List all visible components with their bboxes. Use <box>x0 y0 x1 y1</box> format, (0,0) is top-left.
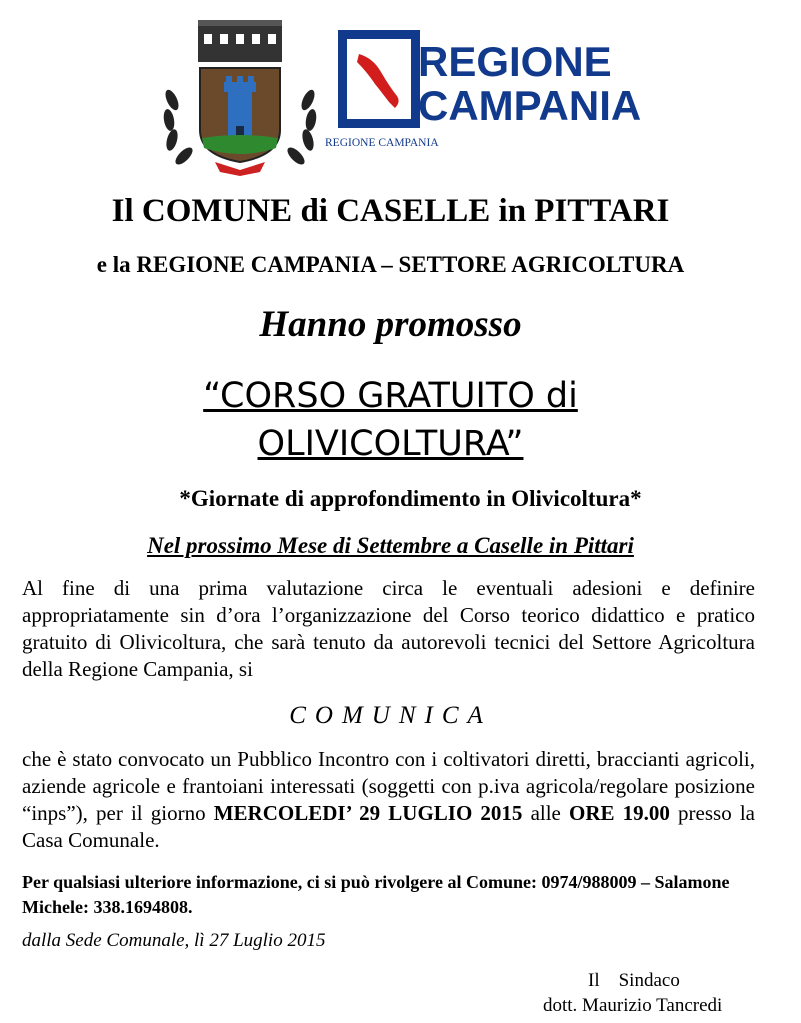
regione-campania-logo <box>323 28 642 158</box>
course-title <box>0 372 781 468</box>
regione-logo-line2: CAMPANIA <box>418 82 642 129</box>
comunica-heading: COMUNICA <box>289 702 492 729</box>
intro-paragraph: Al fine di una prima valutazione circa le eventuali adesioni e definire appropriatamente sin d’ora l’organizzazione del Corso teorico didattico e pratico gratuito di Olivicoltura, che sarà tenuto da autorevoli tecnici del Settore Agricoltura della Regione Campania, si <box>22 576 755 681</box>
town-crest-icon <box>160 20 320 175</box>
regione-logo-line1: REGIONE <box>418 38 612 85</box>
course-title-line1: “CORSO GRATUITO di <box>203 376 578 416</box>
meeting-text-start: che è stato convocato un Pubblico Incontro con i coltivatori diretti, braccianti agricoli, aziende agricole e frantoiani interessati (soggetti con p.iva agricola/regolare posizione “inps”), per il giorno <box>22 747 755 825</box>
promo-heading: Hanno promosso <box>259 304 522 345</box>
contact-info: Per qualsiasi ulteriore informazione, ci si può rivolgere al Comune: 0974/988009 – Salamone Michele: 338.1694808. <box>22 872 730 917</box>
course-when: Nel prossimo Mese di Settembre a Caselle in Pittari <box>147 533 634 558</box>
meeting-text-end: presso la Casa Comunale. <box>22 801 755 852</box>
signature-name: dott. Maurizio Tancredi <box>543 995 723 1016</box>
regione-logo-caption: REGIONE CAMPANIA <box>325 137 439 149</box>
meeting-text-mid: alle <box>522 801 570 825</box>
meeting-paragraph <box>22 746 755 854</box>
course-days-heading: *Giornate di approfondimento in Olivicoltura* <box>179 486 642 511</box>
course-title-line2: OLIVICOLTURA” <box>257 424 524 464</box>
issue-date: dalla Sede Comunale, lì 27 Luglio 2015 <box>22 930 326 951</box>
document-title: Il COMUNE di CASELLE in PITTARI <box>111 193 670 229</box>
meeting-time: ORE 19.00 <box>569 801 670 825</box>
meeting-date: MERCOLEDI’ 29 LUGLIO 2015 <box>213 801 523 825</box>
signature-title: Il Sindaco <box>588 970 680 991</box>
document-subtitle: e la REGIONE CAMPANIA – SETTORE AGRICOLTURA <box>96 252 685 277</box>
